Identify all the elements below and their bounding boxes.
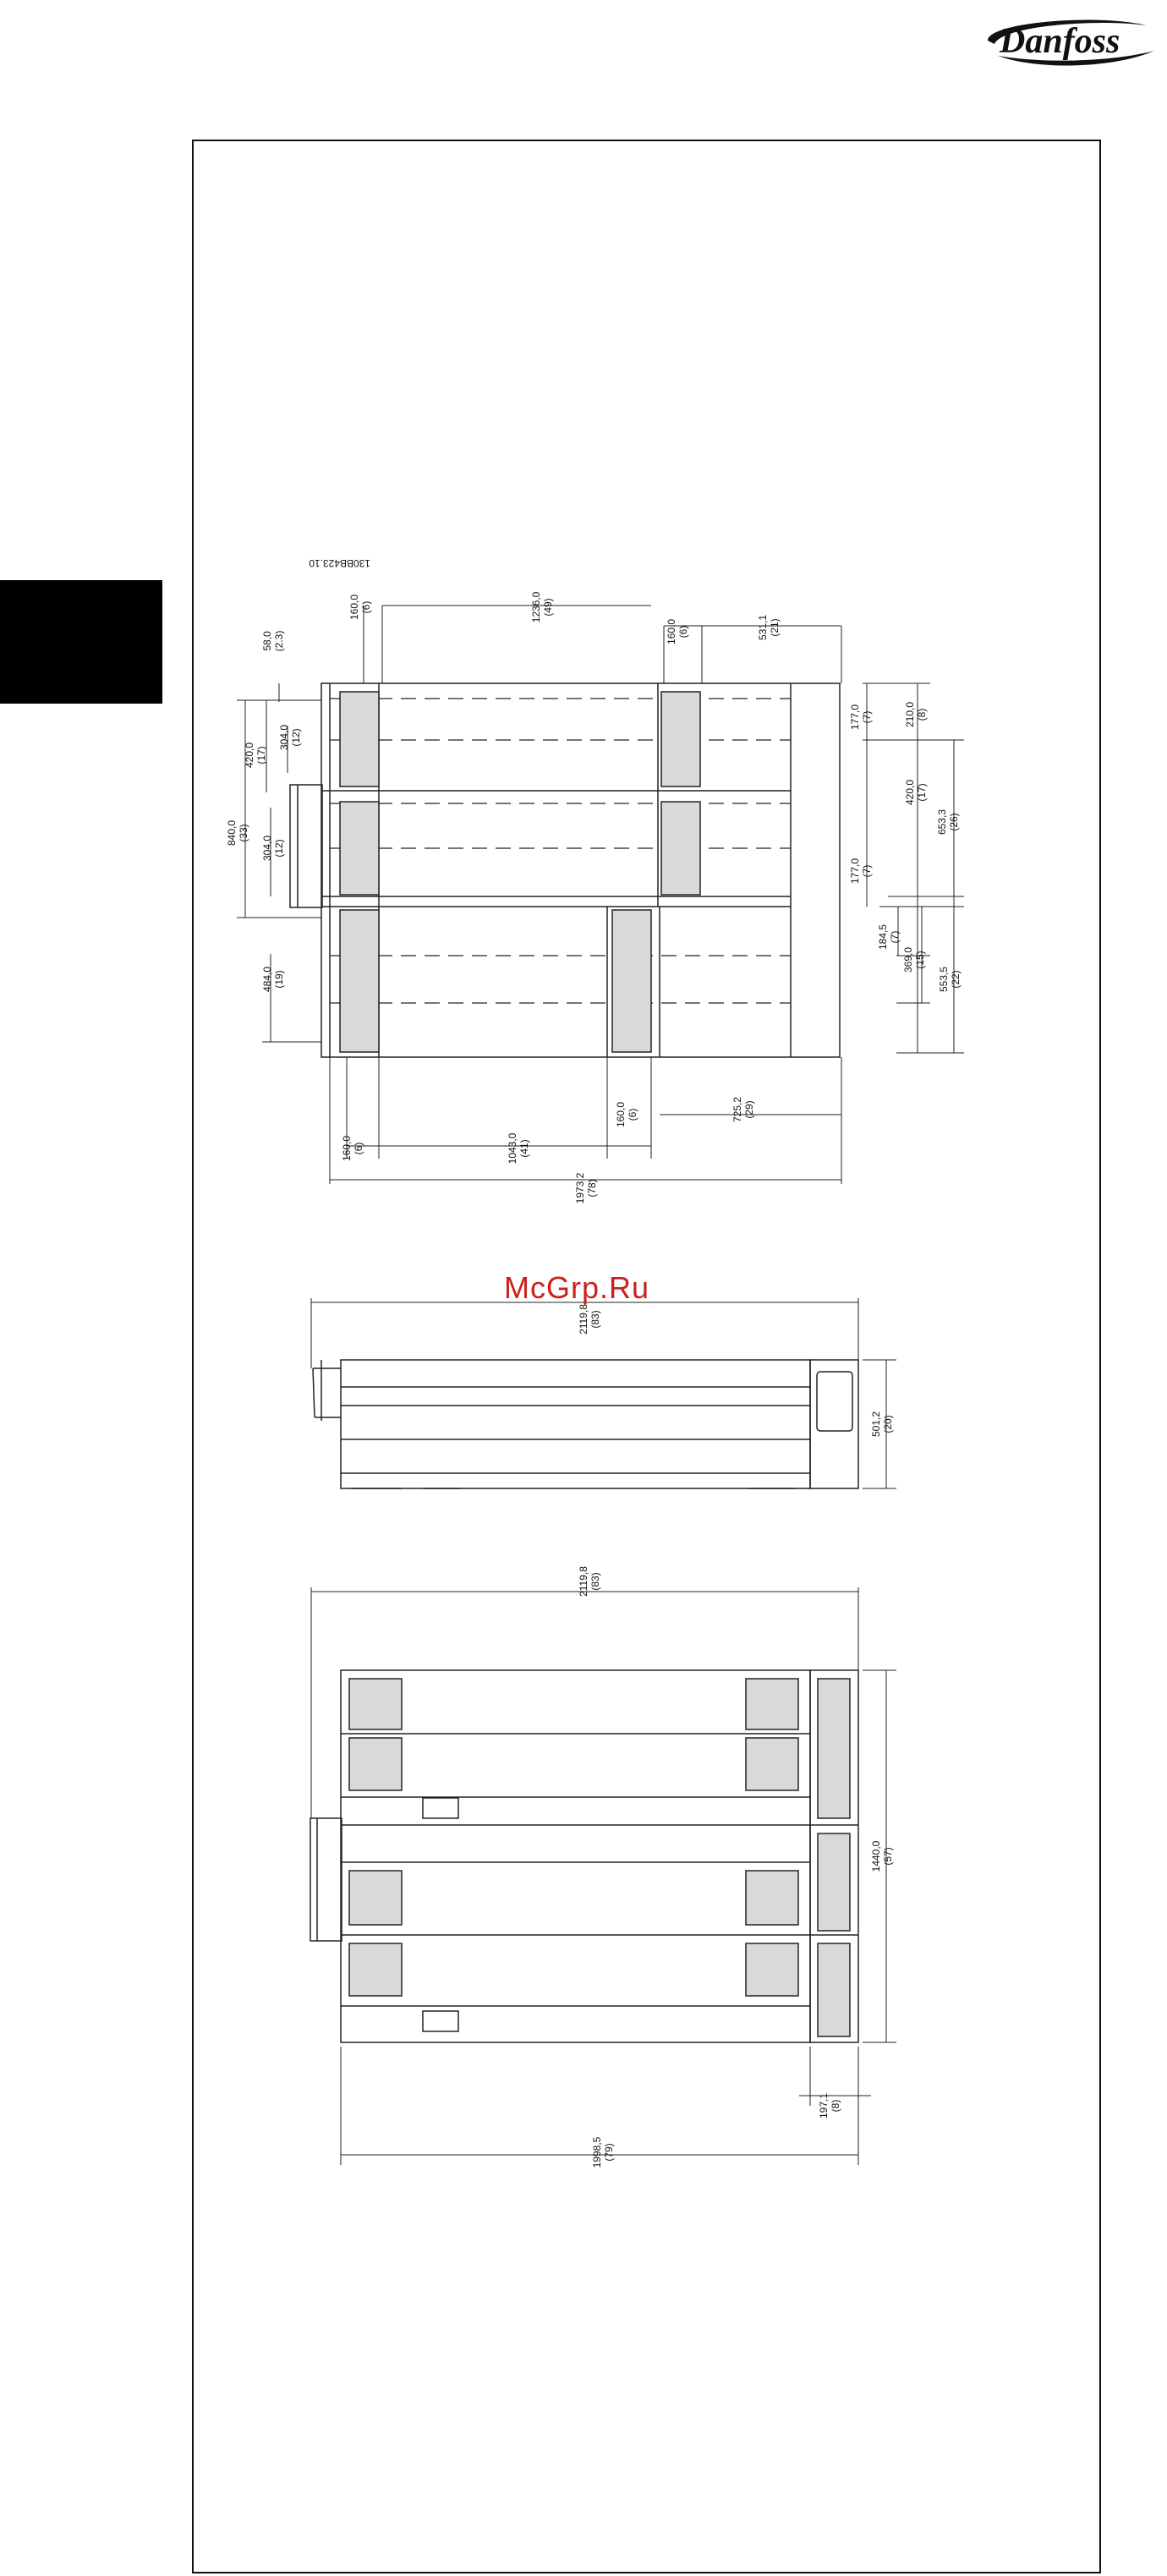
front-dim-0: 2119,8 <box>578 1566 589 1597</box>
dim-4: 531,1 <box>757 614 769 641</box>
front-dim-0-in: (83) <box>589 1572 601 1591</box>
watermark: McGrp.Ru <box>504 1270 650 1305</box>
side-dim-1: 501,2 <box>870 1411 882 1438</box>
dim-16-in: (15) <box>914 951 926 969</box>
dim-21-in: (41) <box>518 1139 530 1158</box>
dim-12: 420,0 <box>904 779 916 806</box>
dim-2-in: (49) <box>542 598 554 617</box>
dim-3-in: (6) <box>677 625 689 639</box>
dim-14: 177,0 <box>849 858 861 885</box>
front-dim-3: 1998,5 <box>591 2136 603 2168</box>
dim-5-in: (12) <box>290 728 302 747</box>
dim-21: 1043,0 <box>507 1132 518 1165</box>
dim-11: 210,0 <box>904 701 916 728</box>
front-dim-3-in: (79) <box>603 2143 615 2162</box>
dim-8: 304,0 <box>261 835 273 862</box>
drawing-id: 130BB423.10 <box>309 557 370 569</box>
dim-2: 1236,0 <box>530 591 542 623</box>
dim-15: 184,5 <box>877 924 889 951</box>
dim-18: 160,0 <box>615 1101 627 1128</box>
front-dim-2: 197,1 <box>818 2092 830 2119</box>
dim-18-in: (6) <box>627 1108 638 1121</box>
dim-10-in: (7) <box>861 710 873 724</box>
dim-6: 420,0 <box>244 742 255 769</box>
dim-7-in: (33) <box>238 824 249 842</box>
dim-16: 369,0 <box>902 946 914 973</box>
dim-1-in: (6) <box>360 600 372 614</box>
dim-17: 553,5 <box>938 966 950 993</box>
dim-0: 58,0 <box>261 631 273 651</box>
dim-22-in: (78) <box>586 1179 598 1198</box>
dim-11-in: (8) <box>916 708 928 721</box>
dim-20: 160,0 <box>341 1135 353 1162</box>
dim-1: 160,0 <box>348 594 360 621</box>
dim-9: 484,0 <box>261 966 273 993</box>
dim-5: 304,0 <box>278 724 290 751</box>
dim-12-in: (17) <box>916 783 928 802</box>
side-dim-0-in: (83) <box>589 1310 601 1329</box>
front-dim-1: 1440,0 <box>870 1840 882 1872</box>
dim-20-in: (6) <box>353 1142 364 1155</box>
dim-13: 653,3 <box>936 808 948 836</box>
dim-15-in: (7) <box>889 930 901 944</box>
dim-19: 725,2 <box>731 1096 743 1123</box>
dim-19-in: (29) <box>743 1100 755 1119</box>
dim-22: 1973,2 <box>574 1172 586 1204</box>
dim-13-in: (26) <box>948 813 960 831</box>
dim-9-in: (19) <box>273 970 285 989</box>
side-dim-0: 2119,8 <box>578 1304 589 1335</box>
dim-0-in: (2.3) <box>273 630 285 652</box>
dim-3: 160,0 <box>666 618 677 645</box>
front-dim-1-in: (57) <box>882 1847 894 1866</box>
dim-7: 840,0 <box>226 819 238 847</box>
dim-4-in: (21) <box>769 618 781 637</box>
dim-14-in: (7) <box>861 864 873 878</box>
dim-10: 177,0 <box>849 704 861 731</box>
side-dim-1-in: (20) <box>882 1415 894 1433</box>
dim-17-in: (22) <box>950 970 962 989</box>
dim-8-in: (12) <box>273 839 285 858</box>
front-dim-2-in: (8) <box>830 2099 841 2113</box>
dim-6-in: (17) <box>255 746 267 765</box>
logo-text: Danfoss <box>1000 22 1120 61</box>
